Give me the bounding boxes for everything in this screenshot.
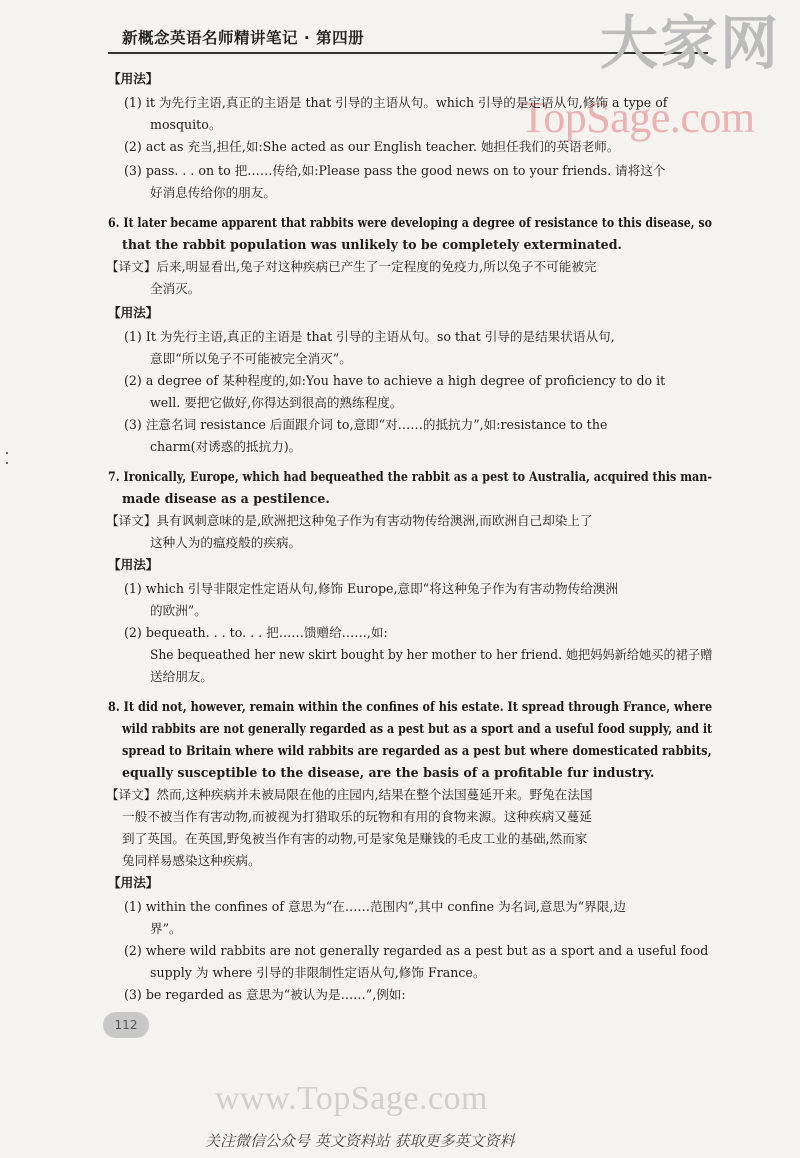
sentence-text: 7. Ironically, Europe, which had bequeathed the rabbit as a pest to Australia, acquired this man- xyxy=(108,469,712,484)
text-line: 意即“所以兔子不可能被完全消灭”。 xyxy=(150,351,352,366)
section-heading: 【用法】 xyxy=(108,875,159,890)
sentence-text: wild rabbits are not generally regarded as a pest but as a sport and a useful food supply, and it xyxy=(122,721,713,736)
text-line: 一般不被当作有害动物,而被视为打猎取乐的玩物和有用的食物来源。这种疾病又蔓延 xyxy=(122,809,592,824)
text-line: mosquito。 xyxy=(150,117,222,132)
sentence-text: made disease as a pestilence. xyxy=(122,491,330,506)
text-line: (1) within the confines of 意思为“在……范围内”,其中 confine 为名词,意思为“界限,边 xyxy=(124,899,626,914)
text-line: (1) which 引导非限定性定语从句,修饰 Europe,意即“将这种兔子作为有害动物传给澳洲 xyxy=(124,581,619,596)
text-line: 【译文】然而,这种疾病并未被局限在他的庄园内,结果在整个法国蔓延开来。野兔在法国 xyxy=(106,787,593,802)
section-heading: 【用法】 xyxy=(108,557,159,572)
text-line: 界”。 xyxy=(150,921,182,936)
text-line: well. 要把它做好,你得达到很高的熟练程度。 xyxy=(150,395,403,410)
sentence-text: that the rabbit population was unlikely to be completely exterminated. xyxy=(122,237,622,252)
section-heading: 【用法】 xyxy=(108,305,159,320)
text-line: charm(对诱惑的抵抗力)。 xyxy=(150,439,302,454)
footer-watermark: www.TopSage.com xyxy=(215,1080,488,1117)
sentence-text: 8. It did not, however, remain within the confines of his estate. It spread through France, where xyxy=(108,699,713,714)
sentence-text: equally susceptible to the disease, are the basis of a profitable fur industry. xyxy=(122,765,655,780)
page-header-title: 新概念英语名师精讲笔记 · 第四册 xyxy=(122,29,365,47)
text-line: (1) It 为先行主语,真正的主语是 that 引导的主语从句。so that 引导的是结果状语从句, xyxy=(124,329,615,344)
text-line: 送给朋友。 xyxy=(150,669,213,684)
text-line: 到了英国。在英国,野兔被当作有害的动物,可是家兔是赚钱的毛皮工业的基础,然而家 xyxy=(122,831,588,846)
footer-note: 关注微信公众号 英文资料站 获取更多英文资料 xyxy=(205,1132,515,1150)
text-line: (2) a degree of 某种程度的,如:You have to achieve a high degree of proficiency to do it xyxy=(124,373,666,388)
text-line: (2) bequeath. . . to. . . 把……馈赠给……,如: xyxy=(124,625,388,640)
text-line: 兔同样易感染这种疾病。 xyxy=(122,853,261,868)
sentence-text: spread to Britain where wild rabbits are regarded as a pest but where domesticated rabbits, xyxy=(122,743,712,758)
watermark-logo-chinese: 大家网 xyxy=(600,9,781,77)
text-line: 【译文】后来,明显看出,兔子对这种疾病已产生了一定程度的免疫力,所以兔子不可能被完 xyxy=(106,259,597,274)
text-line: 全消灭。 xyxy=(150,281,201,296)
text-line: 好消息传给你的朋友。 xyxy=(150,185,276,200)
text-line: supply 为 where 引导的非限制性定语从句,修饰 France。 xyxy=(150,965,486,980)
sentence-text: 6. It later became apparent that rabbits were developing a degree of resistance to this disease, so xyxy=(108,215,712,230)
text-line: (3) be regarded as 意思为“被认为是……”,例如: xyxy=(124,987,406,1002)
text-line: 这种人为的瘟疫般的疾病。 xyxy=(150,535,302,550)
text-line: 的欧洲”。 xyxy=(150,603,207,618)
text-line: (3) pass. . . on to 把……传给,如:Please pass the good news on to your friends. 请将这个 xyxy=(124,163,666,178)
section-heading: 【用法】 xyxy=(108,71,159,86)
watermark-logo-topsage: TopSage.com xyxy=(520,93,755,142)
text-line: (2) act as 充当,担任,如:She acted as our English teacher. 她担任我们的英语老师。 xyxy=(124,139,620,154)
text-line: She bequeathed her new skirt bought by her mother to her friend. 她把妈妈新给她买的裙子赠 xyxy=(150,647,713,662)
text-line: 【译文】具有讽刺意味的是,欧洲把这种兔子作为有害动物传给澳洲,而欧洲自己却染上了 xyxy=(106,513,593,528)
text-line: (3) 注意名词 resistance 后面跟介词 to,意即“对……的抵抗力”,如:resistance to the xyxy=(124,417,608,432)
text-line: (1) it 为先行主语,真正的主语是 that 引导的主语从句。which 引导的是定语从句,修饰 a type of xyxy=(124,95,668,110)
page-number: 112 xyxy=(103,1012,149,1038)
text-line: (2) where wild rabbits are not generally regarded as a pest but as a sport and a useful food xyxy=(124,943,709,958)
